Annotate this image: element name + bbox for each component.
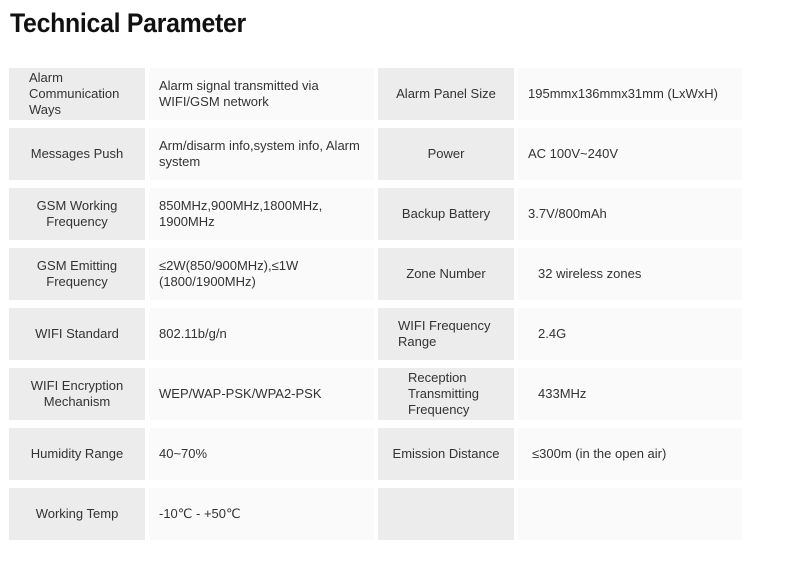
- table-row: [9, 368, 742, 420]
- param-label: WIFI Frequency Range: [378, 308, 514, 360]
- param-label: WIFI Encryption Mechanism: [9, 368, 145, 420]
- param-label: GSM Emitting Frequency: [9, 248, 145, 300]
- param-label: Reception Transmitting Frequency: [378, 368, 514, 420]
- param-label: Working Temp: [9, 488, 145, 540]
- param-label: Power: [378, 128, 514, 180]
- table-row: [9, 188, 742, 240]
- table-row: [9, 308, 742, 360]
- param-label: Humidity Range: [9, 428, 145, 480]
- param-value: 3.7V/800mAh: [518, 188, 742, 240]
- table-row: [9, 488, 742, 540]
- param-label: Alarm Panel Size: [378, 68, 514, 120]
- table-row: [9, 128, 742, 180]
- param-label: Zone Number: [378, 248, 514, 300]
- parameter-table: [9, 68, 742, 548]
- param-value: [518, 488, 742, 540]
- param-value: ≤2W(850/900MHz),≤1W (1800/1900MHz): [149, 248, 374, 300]
- param-value: 32 wireless zones: [518, 248, 742, 300]
- table-row: [9, 248, 742, 300]
- param-label: WIFI Standard: [9, 308, 145, 360]
- param-label: GSM Working Frequency: [9, 188, 145, 240]
- param-value: ≤300m (in the open air): [518, 428, 742, 480]
- param-label: Backup Battery: [378, 188, 514, 240]
- param-value: -10℃ - +50℃: [149, 488, 374, 540]
- param-value: 433MHz: [518, 368, 742, 420]
- page-title: Technical Parameter: [10, 8, 246, 38]
- param-value: 40~70%: [149, 428, 374, 480]
- table-row: [9, 428, 742, 480]
- param-value: Alarm signal transmitted via WIFI/GSM network: [149, 68, 374, 120]
- param-value: 802.11b/g/n: [149, 308, 374, 360]
- param-value: WEP/WAP-PSK/WPA2-PSK: [149, 368, 374, 420]
- param-value: 2.4G: [518, 308, 742, 360]
- param-label: Alarm Communication Ways: [9, 68, 145, 120]
- param-value: 850MHz,900MHz,1800MHz, 1900MHz: [149, 188, 374, 240]
- param-label: Messages Push: [9, 128, 145, 180]
- param-label: [378, 488, 514, 540]
- param-value: Arm/disarm info,system info, Alarm system: [149, 128, 374, 180]
- param-value: AC 100V~240V: [518, 128, 742, 180]
- table-row: [9, 68, 742, 120]
- param-label: Emission Distance: [378, 428, 514, 480]
- param-value: 195mmx136mmx31mm (LxWxH): [518, 68, 742, 120]
